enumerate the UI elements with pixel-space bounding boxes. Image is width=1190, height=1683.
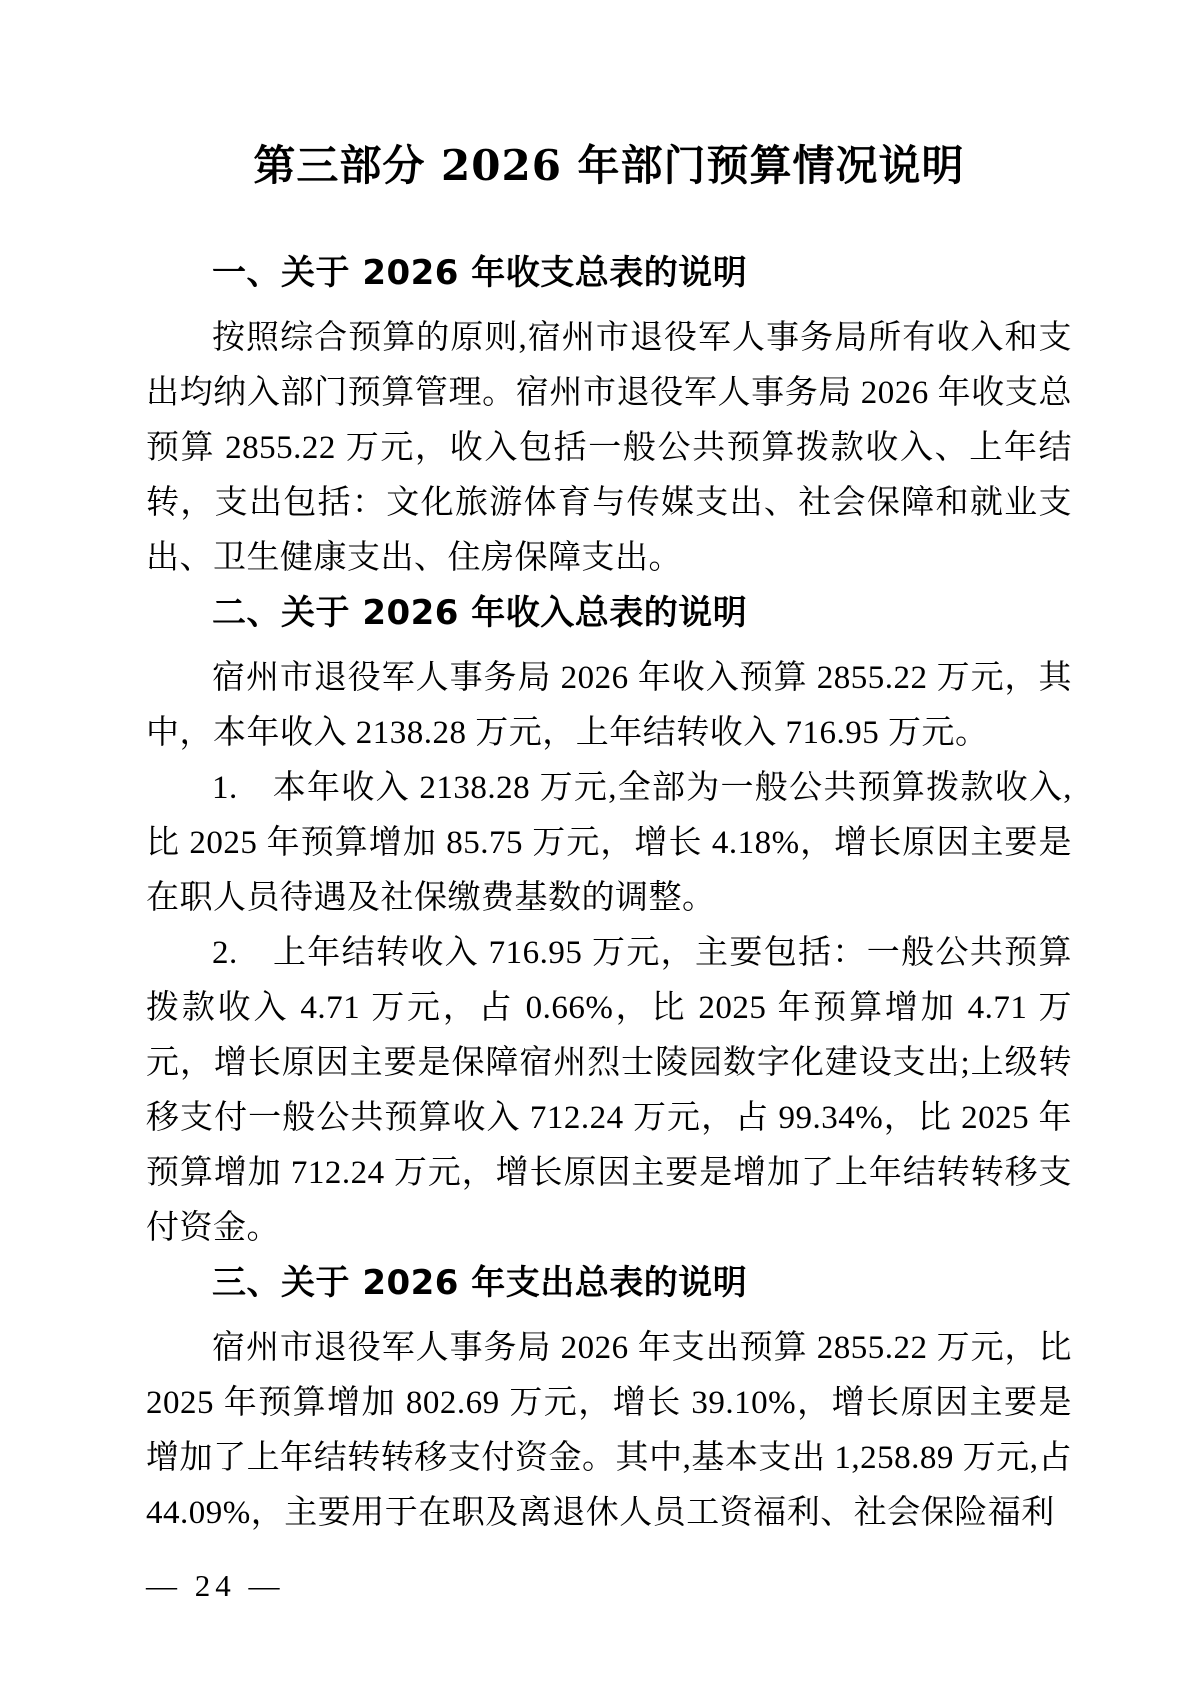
section-income	[146, 586, 1072, 1256]
section-2-paragraph-1: 宿州市退役军人事务局 2026 年收入预算 2855.22 万元，其中，本年收入 2138.28 万元，上年结转收入 716.95 万元。	[146, 659, 1072, 751]
section-budget-overview	[146, 246, 1072, 586]
section-1-paragraph-1: 按照综合预算的原则,宿州市退役军人事务局所有收入和支出均纳入部门预算管理。宿州市退役军人事务局 2026 年收支总预算 2855.22 万元，收入包括一般公共预算拨款收入、上年结转，支出包括：文化旅游体育与传媒支出、社会保障和就业支出、卫生健康支出、住房保障支出。	[146, 319, 1072, 576]
section-3-heading: 三、关于 2026 年支出总表的说明	[212, 1262, 748, 1303]
section-1-heading: 一、关于 2026 年收支总表的说明	[212, 252, 748, 293]
document-title: 第三部分 2026 年部门预算情况说明	[253, 141, 965, 190]
section-2-item-1: 1. 本年收入 2138.28 万元,全部为一般公共预算拨款收入,比 2025 年预算增加 85.75 万元，增长 4.18%，增长原因主要是在职人员待遇及社保缴费基数的调整。	[146, 769, 1072, 916]
section-expenditure	[146, 1256, 1072, 1541]
section-2-heading: 二、关于 2026 年收入总表的说明	[212, 592, 748, 633]
section-2-item-2: 2. 上年结转收入 716.95 万元，主要包括：一般公共预算拨款收入 4.71 万元，占 0.66%，比 2025 年预算增加 4.71 万元，增长原因主要是保障宿州烈士陵园数字化建设支出;上级转移支付一般公共预算收入 712.24 万元，占 99.34%，比 2025 年预算增加 712.24 万元，增长原因主要是增加了上年结转转移支付资金。	[146, 934, 1072, 1246]
section-3-paragraph-1: 宿州市退役军人事务局 2026 年支出预算 2855.22 万元，比 2025 年预算增加 802.69 万元，增长 39.10%，增长原因主要是增加了上年结转转移支付资金。其中,基本支出 1,258.89 万元,占 44.09%，主要用于在职及离退休人员工资福利、社会保险福利	[146, 1329, 1072, 1531]
page-number: — 24 —	[146, 1568, 285, 1603]
